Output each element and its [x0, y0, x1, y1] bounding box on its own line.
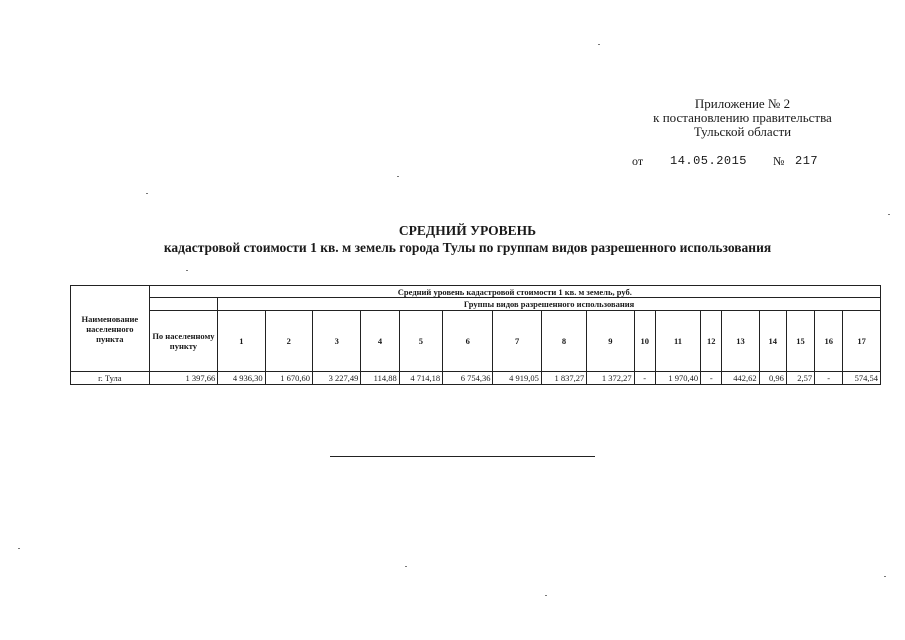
title-main: СРЕДНИЙ УРОВЕНЬ	[398, 223, 537, 238]
settlement-name: г. Тула	[71, 372, 150, 385]
header-group-9: 9	[587, 311, 634, 372]
cadastral-value-table	[70, 285, 881, 385]
value-group-16: -	[815, 372, 843, 385]
header-group-5: 5	[399, 311, 442, 372]
date-label: от	[632, 154, 644, 168]
title-subtitle: кадастровой стоимости 1 кв. м земель города Тулы по группам видов разрешенного использования	[163, 240, 772, 255]
document-title	[0, 222, 905, 256]
header-group-2: 2	[265, 311, 312, 372]
value-group-17: 574,54	[843, 372, 881, 385]
value-group-2: 1 670,60	[265, 372, 312, 385]
scan-speck	[888, 214, 890, 215]
header-groups: Группы видов разрешенного использования	[218, 298, 881, 311]
appendix-region: Тульской области	[693, 124, 792, 139]
header-group-8: 8	[541, 311, 586, 372]
appendix-resolution: к постановлению правительства	[653, 110, 832, 125]
value-group-1: 4 936,30	[218, 372, 265, 385]
header-group-11: 11	[655, 311, 700, 372]
value-group-14: 0,96	[759, 372, 786, 385]
header-group-16: 16	[815, 311, 843, 372]
value-group-4: 114,88	[361, 372, 399, 385]
header-group-4: 4	[361, 311, 399, 372]
header-settlement: Наименование населенного пункта	[71, 286, 150, 372]
header-group-17: 17	[843, 311, 881, 372]
header-group-7: 7	[493, 311, 541, 372]
value-group-9: 1 372,27	[587, 372, 634, 385]
scan-speck	[598, 44, 600, 45]
value-group-8: 1 837,27	[541, 372, 586, 385]
header-group-15: 15	[786, 311, 814, 372]
header-group-13: 13	[722, 311, 759, 372]
header-group-14: 14	[759, 311, 786, 372]
value-group-12: -	[701, 372, 722, 385]
header-main: Средний уровень кадастровой стоимости 1 кв. м земель, руб.	[149, 286, 880, 298]
order-number: 217	[795, 154, 819, 168]
header-by-settlement: По населенному пункту	[149, 311, 218, 372]
header-group-6: 6	[443, 311, 493, 372]
scan-speck	[884, 576, 886, 577]
header-group-1: 1	[218, 311, 265, 372]
value-group-10: -	[634, 372, 655, 385]
scan-speck	[545, 595, 547, 596]
appendix-block	[600, 97, 885, 139]
scan-speck	[146, 193, 148, 194]
scan-speck	[186, 270, 188, 271]
header-group-3: 3	[313, 311, 361, 372]
value-group-3: 3 227,49	[313, 372, 361, 385]
order-line	[632, 154, 819, 169]
header-group-10: 10	[634, 311, 655, 372]
header-spacer	[149, 298, 218, 311]
value-by-settlement: 1 397,66	[149, 372, 218, 385]
table-row	[71, 372, 881, 385]
appendix-title: Приложение № 2	[694, 96, 791, 111]
value-group-6: 6 754,36	[443, 372, 493, 385]
scan-speck	[397, 176, 399, 177]
header-group-12: 12	[701, 311, 722, 372]
value-group-5: 4 714,18	[399, 372, 442, 385]
scan-speck	[18, 548, 20, 549]
signature-line	[330, 456, 595, 457]
order-date: 14.05.2015	[670, 154, 748, 168]
value-group-7: 4 919,05	[493, 372, 541, 385]
scan-speck	[405, 566, 407, 567]
value-group-11: 1 970,40	[655, 372, 700, 385]
value-group-13: 442,62	[722, 372, 759, 385]
number-label: №	[773, 154, 785, 168]
value-group-15: 2,57	[786, 372, 814, 385]
